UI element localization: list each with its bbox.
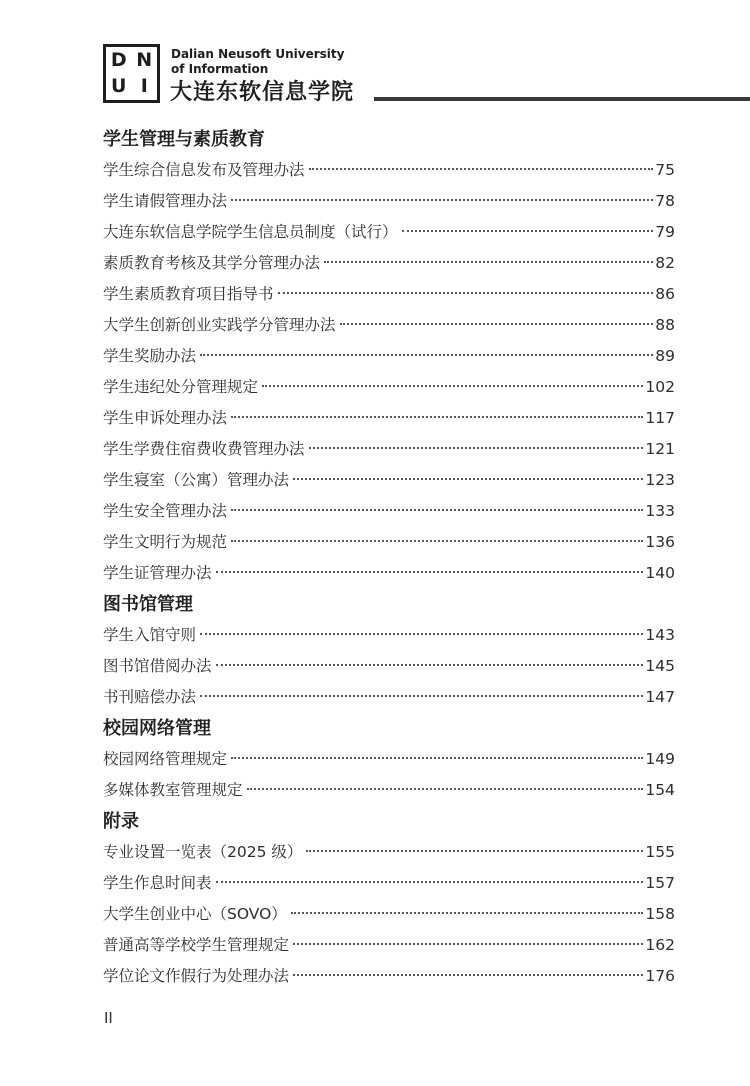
logo-letter: U (111, 75, 127, 98)
toc-entry[interactable] (103, 310, 675, 341)
toc-entry[interactable] (103, 496, 675, 527)
toc-entry-title: 书刊赔偿办法 (103, 688, 197, 706)
dot-leader (324, 261, 653, 263)
toc-entry[interactable] (103, 341, 675, 372)
toc-entry-title: 大学生创新创业实践学分管理办法 (103, 316, 336, 334)
toc-entry-page: 123 (645, 471, 675, 489)
university-name-en-line2: of Information (171, 62, 269, 76)
dot-leader (262, 385, 643, 387)
toc-entry-title: 学生综合信息发布及管理办法 (103, 161, 305, 179)
toc-entry-page: 136 (645, 533, 675, 551)
toc-entry-title: 学生安全管理办法 (103, 502, 228, 520)
header-divider (374, 97, 750, 101)
toc-entry[interactable] (103, 744, 675, 775)
toc-entry[interactable] (103, 682, 675, 713)
toc-entry-title: 学生入馆守则 (103, 626, 197, 644)
dot-leader (200, 354, 653, 356)
toc-entry-title: 学生申诉处理办法 (103, 409, 228, 427)
toc-entry[interactable] (103, 186, 675, 217)
dot-leader (231, 540, 643, 542)
toc-entry-title: 学位论文作假行为处理办法 (103, 967, 290, 985)
section-title: 图书馆管理 (103, 594, 193, 615)
dot-leader (309, 447, 644, 449)
dot-leader (293, 943, 643, 945)
dot-leader (402, 230, 654, 232)
toc-entry-page: 140 (645, 564, 675, 582)
toc-entry[interactable] (103, 372, 675, 403)
toc-entry-page: 82 (655, 254, 675, 272)
toc-entry-title: 素质教育考核及其学分管理办法 (103, 254, 321, 272)
university-name-en (171, 47, 344, 77)
toc-entry-page: 154 (645, 781, 675, 799)
toc-entry-title: 普通高等学校学生管理规定 (103, 936, 290, 954)
toc-entry[interactable] (103, 155, 675, 186)
toc-entry-page: 79 (655, 223, 675, 241)
toc-entry-page: 149 (645, 750, 675, 768)
dot-leader (278, 292, 654, 294)
dot-leader (231, 509, 643, 511)
page-number: II (104, 1009, 113, 1027)
dnui-logo (103, 44, 160, 103)
toc-entry-title: 学生请假管理办法 (103, 192, 228, 210)
dot-leader (247, 788, 644, 790)
section-title: 学生管理与素质教育 (103, 129, 265, 150)
dot-leader (306, 850, 643, 852)
toc-entry-title: 大连东软信息学院学生信息员制度（试行） (103, 223, 398, 241)
toc-entry-title: 学生证管理办法 (103, 564, 212, 582)
toc-entry-page: 155 (645, 843, 675, 861)
dot-leader (231, 416, 643, 418)
dot-leader (309, 168, 654, 170)
toc-entry-title: 学生学费住宿费收费管理办法 (103, 440, 305, 458)
toc-entry-page: 86 (655, 285, 675, 303)
toc-entry-page: 121 (645, 440, 675, 458)
toc-entry[interactable] (103, 403, 675, 434)
toc-entry[interactable] (103, 961, 675, 992)
dot-leader (216, 664, 644, 666)
dot-leader (293, 974, 643, 976)
toc-entry-title: 学生寝室（公寓）管理办法 (103, 471, 290, 489)
toc-entry[interactable] (103, 930, 675, 961)
toc-entry-title: 图书馆借阅办法 (103, 657, 212, 675)
dot-leader (231, 757, 643, 759)
toc-entry-title: 学生违纪处分管理规定 (103, 378, 259, 396)
toc-entry-page: 133 (645, 502, 675, 520)
toc-entry-title: 学生作息时间表 (103, 874, 212, 892)
toc-entry[interactable] (103, 899, 675, 930)
toc-entry-page: 157 (645, 874, 675, 892)
toc-entry-title: 大学生创业中心（SOVO） (103, 905, 287, 923)
logo-letter: D (110, 48, 127, 71)
dot-leader (200, 633, 643, 635)
toc-entry[interactable] (103, 248, 675, 279)
toc-entry[interactable] (103, 868, 675, 899)
toc-entry[interactable] (103, 775, 675, 806)
dot-leader (231, 199, 653, 201)
toc-entry-page: 102 (645, 378, 675, 396)
toc-entry-page: 88 (655, 316, 675, 334)
toc-entry-title: 学生素质教育项目指导书 (103, 285, 274, 303)
page-header (0, 0, 750, 110)
section-title: 校园网络管理 (103, 718, 211, 739)
toc-entry-page: 162 (645, 936, 675, 954)
logo-letter: I (140, 75, 148, 98)
toc-entry-page: 143 (645, 626, 675, 644)
toc-entry-page: 176 (645, 967, 675, 985)
dot-leader (293, 478, 643, 480)
toc-entry[interactable] (103, 434, 675, 465)
toc-entry[interactable] (103, 279, 675, 310)
dot-leader (216, 881, 644, 883)
toc-entry[interactable] (103, 465, 675, 496)
logo-letter: N (136, 48, 153, 71)
toc-entry-page: 147 (645, 688, 675, 706)
toc-entry[interactable] (103, 837, 675, 868)
toc-entry[interactable] (103, 620, 675, 651)
university-name-en-line1: Dalian Neusoft University (171, 47, 345, 61)
toc-entry[interactable] (103, 651, 675, 682)
toc-entry-page: 158 (645, 905, 675, 923)
toc-entry-page: 78 (655, 192, 675, 210)
section-title: 附录 (103, 811, 139, 832)
toc-entry-page: 89 (655, 347, 675, 365)
toc-entry-title: 校园网络管理规定 (103, 750, 228, 768)
toc-entry[interactable] (103, 558, 675, 589)
dot-leader (291, 912, 644, 914)
toc-entry-title: 学生奖励办法 (103, 347, 197, 365)
toc-entry[interactable] (103, 217, 675, 248)
dot-leader (340, 323, 654, 325)
toc-entry-title: 学生文明行为规范 (103, 533, 228, 551)
toc-entry[interactable] (103, 527, 675, 558)
toc-entry-page: 145 (645, 657, 675, 675)
toc-entry-title: 专业设置一览表（2025 级） (103, 843, 303, 861)
dot-leader (216, 571, 644, 573)
dot-leader (200, 695, 643, 697)
table-of-contents (103, 124, 675, 992)
toc-entry-page: 75 (655, 161, 675, 179)
toc-entry-title: 多媒体教室管理规定 (103, 781, 243, 799)
university-name-zh: 大连东软信息学院 (170, 80, 355, 105)
toc-entry-page: 117 (645, 409, 675, 427)
